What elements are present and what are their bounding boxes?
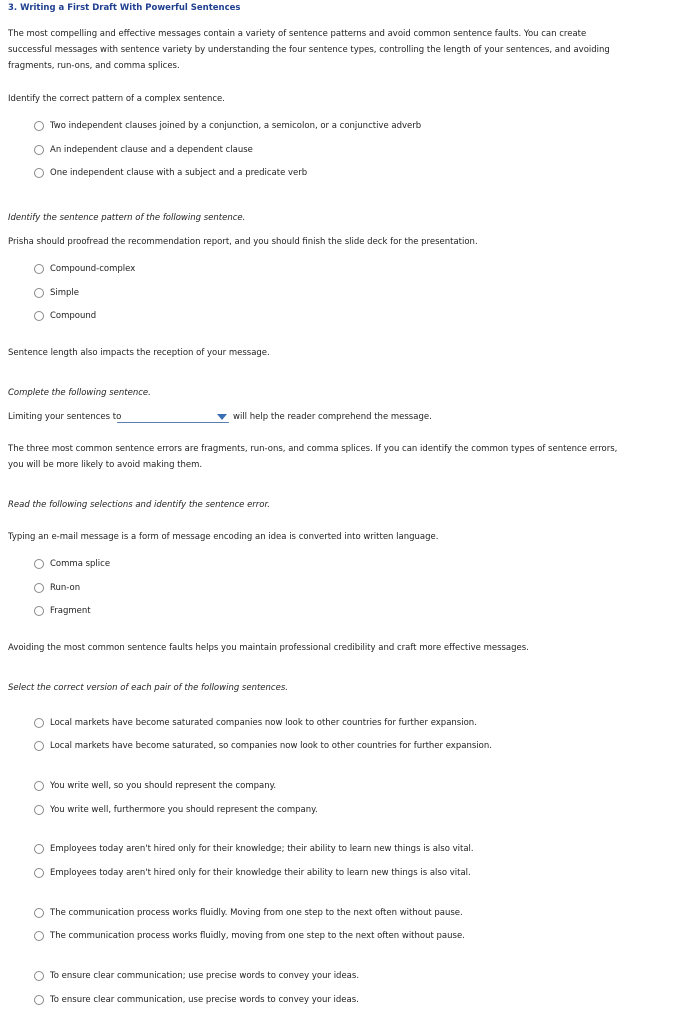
radio-button[interactable] [34,264,44,274]
pair3-option-1[interactable]: Employees today aren't hired only for their knowledge; their ability to learn new things is also vital. [34,843,474,855]
radio-button[interactable] [34,931,44,941]
section-title: 3. Writing a First Draft With Powerful Sentences [8,3,241,13]
pair4-option-2[interactable]: The communication process works fluidly, moving from one step to the next often without pause. [34,930,465,942]
q2-instruction: Identify the sentence pattern of the following sentence. [8,213,246,223]
q4-option-3[interactable]: Fragment [34,605,91,617]
q1-option-1[interactable]: Two independent clauses joined by a conjunction, a semicolon, or a conjunctive adverb [34,120,421,132]
length-dropdown[interactable] [117,411,229,423]
pair1-option-2[interactable]: Local markets have become saturated, so companies now look to other countries for further expansion. [34,740,492,752]
pair4-option-1[interactable]: The communication process works fluidly. Moving from one step to the next often without pause. [34,907,463,919]
intro-paragraph: The most compelling and effective messages contain a variety of sentence patterns and avoid common sentence faults. You can create successful messages with sentence variety by understanding the four sentence types, controlling the length of your sentences, and avoiding fragments, run-ons, and comma splices. [8,29,610,71]
radio-button[interactable] [34,718,44,728]
q2-option-2[interactable]: Simple [34,287,79,299]
q2-option-1[interactable]: Compound-complex [34,263,135,275]
errors-paragraph: The three most common sentence errors are fragments, run-ons, and comma splices. If you can identify the common types of sentence errors, you will be more likely to avoid making them. [8,444,618,470]
radio-button[interactable] [34,168,44,178]
radio-button[interactable] [34,781,44,791]
radio-button[interactable] [34,311,44,321]
q3-before-text: Limiting your sentences to [8,412,122,422]
pair3-option-2[interactable]: Employees today aren't hired only for their knowledge their ability to learn new things is also vital. [34,867,471,879]
q1-option-3[interactable]: One independent clause with a subject and a predicate verb [34,167,307,179]
radio-button[interactable] [34,908,44,918]
radio-button[interactable] [34,145,44,155]
q5-instruction: Select the correct version of each pair of the following sentences. [8,683,288,693]
q2-option-3[interactable]: Compound [34,310,96,322]
q4-sentence: Typing an e-mail message is a form of message encoding an idea is converted into written language. [8,532,439,542]
q2-sentence: Prisha should proofread the recommendation report, and you should finish the slide deck for the presentation. [8,237,478,247]
pair1-option-1[interactable]: Local markets have become saturated companies now look to other countries for further expansion. [34,717,477,729]
q4-instruction: Read the following selections and identify the sentence error. [8,500,270,510]
radio-button[interactable] [34,288,44,298]
radio-button[interactable] [34,741,44,751]
radio-button[interactable] [34,805,44,815]
q3-after-text: will help the reader comprehend the message. [233,412,432,422]
radio-button[interactable] [34,559,44,569]
dropdown-arrow-icon [217,414,227,420]
pair5-option-1[interactable]: To ensure clear communication; use precise words to convey your ideas. [34,970,359,982]
length-note: Sentence length also impacts the reception of your message. [8,348,270,358]
radio-button[interactable] [34,844,44,854]
radio-button[interactable] [34,971,44,981]
pair5-option-2[interactable]: To ensure clear communication, use precise words to convey your ideas. [34,994,359,1006]
pair2-option-1[interactable]: You write well, so you should represent the company. [34,780,276,792]
faults-note: Avoiding the most common sentence faults helps you maintain professional credibility and craft more effective messages. [8,643,529,653]
radio-button[interactable] [34,995,44,1005]
q1-option-2[interactable]: An independent clause and a dependent clause [34,144,253,156]
q1-prompt: Identify the correct pattern of a complex sentence. [8,94,225,104]
q4-option-2[interactable]: Run-on [34,582,80,594]
radio-button[interactable] [34,121,44,131]
radio-button[interactable] [34,583,44,593]
radio-button[interactable] [34,606,44,616]
radio-button[interactable] [34,868,44,878]
q3-instruction: Complete the following sentence. [8,388,151,398]
pair2-option-2[interactable]: You write well, furthermore you should represent the company. [34,804,318,816]
q4-option-1[interactable]: Comma splice [34,558,110,570]
